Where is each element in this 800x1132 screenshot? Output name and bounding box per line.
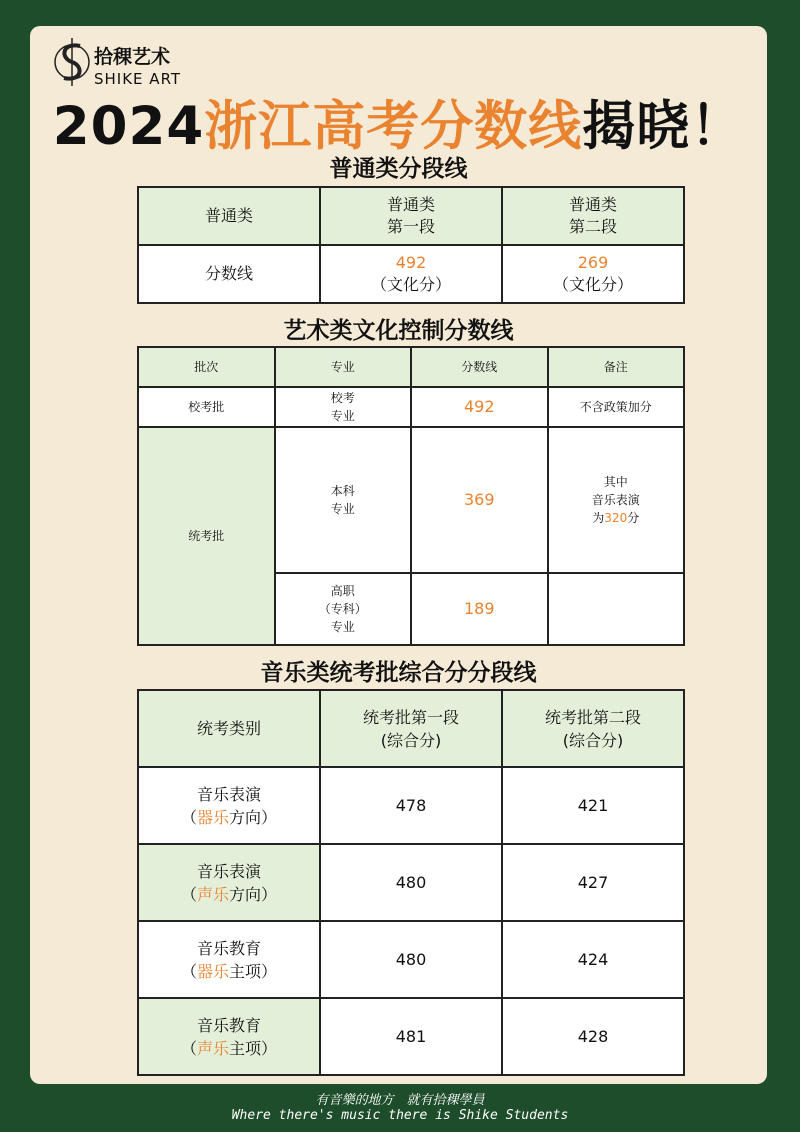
- footer-slogan-en: Where there's music there is Shike Students: [231, 1108, 569, 1123]
- art-gz-note: [548, 573, 685, 645]
- art-school-batch: 校考批: [138, 387, 275, 427]
- table-row: [138, 690, 684, 767]
- shike-s-logo-icon: [52, 32, 92, 88]
- art-header-major: 专业: [275, 347, 412, 387]
- table-row: [138, 844, 684, 921]
- music-category: 音乐表演 （声乐方向）: [138, 844, 320, 921]
- general-header-c2: 普通类 第一段: [320, 187, 502, 245]
- general-row-label: 分数线: [138, 245, 320, 303]
- brand-name-en: SHIKE ART: [94, 70, 182, 88]
- music-score1: 478: [320, 767, 502, 844]
- art-header-batch: 批次: [138, 347, 275, 387]
- music-score2: 428: [502, 998, 684, 1075]
- music-category: 音乐教育 （声乐主项）: [138, 998, 320, 1075]
- table-row: [138, 767, 684, 844]
- music-score2: 427: [502, 844, 684, 921]
- art-heading: 艺术类文化控制分数线: [283, 318, 514, 344]
- table-row: [138, 187, 684, 245]
- title-main: 浙江高考分数线: [204, 96, 583, 157]
- title-suffix: 揭晓！: [582, 96, 745, 157]
- art-header-note: 备注: [548, 347, 685, 387]
- music-score1: 481: [320, 998, 502, 1075]
- brand-logo: [52, 32, 212, 92]
- music-header-c3: 统考批第二段 (综合分): [502, 690, 684, 767]
- music-header-c1: 统考类别: [138, 690, 320, 767]
- table-row: [138, 347, 684, 387]
- art-school-note: 不含政策加分: [548, 387, 685, 427]
- general-score1: 492 （文化分）: [320, 245, 502, 303]
- music-category: 音乐教育 （器乐主项）: [138, 921, 320, 998]
- general-heading: 普通类分段线: [329, 156, 468, 182]
- art-bk-score: 369: [411, 427, 548, 573]
- art-school-score: 492: [411, 387, 548, 427]
- page-title: [30, 84, 767, 160]
- art-bk-major: 本科 专业: [275, 427, 412, 573]
- table-row: [138, 427, 684, 573]
- art-gz-score: 189: [411, 573, 548, 645]
- art-header-score: 分数线: [411, 347, 548, 387]
- footer-slogan-cn: 有音樂的地方 就有拾稞學員: [315, 1093, 485, 1108]
- brand-name-cn: 拾稞艺术: [94, 46, 171, 68]
- table-row: [138, 998, 684, 1075]
- music-heading: 音乐类统考批综合分分段线: [260, 660, 537, 686]
- table-row: [138, 245, 684, 303]
- music-score2: 421: [502, 767, 684, 844]
- music-score2: 424: [502, 921, 684, 998]
- table-row: [138, 387, 684, 427]
- general-header-c3: 普通类 第二段: [502, 187, 684, 245]
- music-category: 音乐表演 （器乐方向）: [138, 767, 320, 844]
- poster: [30, 26, 767, 1084]
- general-score2: 269 （文化分）: [502, 245, 684, 303]
- general-table: [137, 186, 685, 304]
- art-school-major: 校考 专业: [275, 387, 412, 427]
- music-header-c2: 统考批第一段 (综合分): [320, 690, 502, 767]
- art-unified-batch: 统考批: [138, 427, 275, 645]
- art-bk-note: 其中 音乐表演 为320分: [548, 427, 685, 573]
- art-gz-major: 高职 （专科） 专业: [275, 573, 412, 645]
- general-header-c1: 普通类: [138, 187, 320, 245]
- title-year: 2024: [52, 96, 205, 157]
- art-table: [137, 346, 685, 646]
- music-score1: 480: [320, 921, 502, 998]
- table-row: [138, 921, 684, 998]
- music-table: [137, 689, 685, 1076]
- music-score1: 480: [320, 844, 502, 921]
